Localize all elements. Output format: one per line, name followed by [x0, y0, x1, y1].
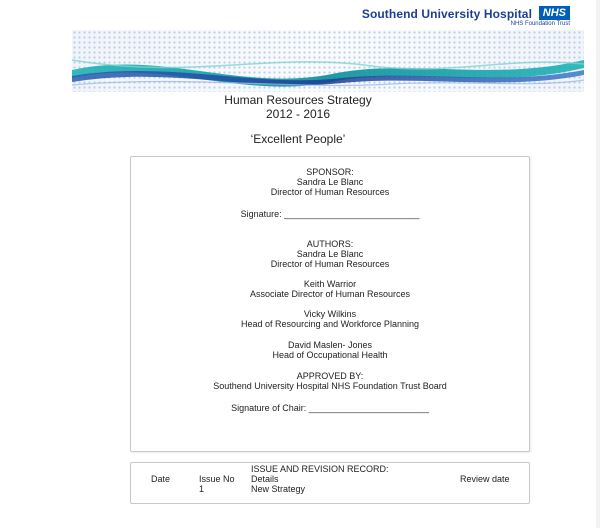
author-role: Head of Resourcing and Workforce Planning	[241, 319, 419, 329]
authors-heading: AUTHORS:	[306, 239, 354, 249]
col-issue-no: Issue No	[199, 474, 235, 484]
org-subtitle: NHS Foundation Trust	[510, 21, 570, 27]
strategy-title: Human Resources Strategy	[224, 93, 372, 107]
sponsor-role: Director of Human Resources	[270, 187, 390, 197]
approved-heading: APPROVED BY:	[296, 371, 364, 381]
strategy-subtitle: ‘Excellent People’	[250, 132, 346, 146]
author-role: Associate Director of Human Resources	[249, 289, 411, 299]
approved-by: Southend University Hospital NHS Foundation Trust Board	[213, 381, 447, 391]
col-date: Date	[151, 474, 171, 484]
sponsor-signature-line: Signature: ___________________________	[240, 209, 420, 219]
sponsor-heading: SPONSOR:	[306, 167, 354, 177]
row-issue-no: 1	[199, 484, 205, 494]
author-name: Keith Warrior	[303, 279, 357, 289]
col-review-date: Review date	[460, 474, 510, 484]
author-role: Director of Human Resources	[270, 259, 390, 269]
author-name: Vicky Wilkins	[303, 309, 357, 319]
nhs-logo: NHS	[539, 6, 570, 20]
signoff-box	[130, 156, 530, 452]
author-name: Sandra Le Blanc	[296, 249, 364, 259]
col-details: Details	[251, 474, 279, 484]
strategy-years: 2012 - 2016	[265, 107, 331, 121]
revision-heading: ISSUE AND REVISION RECORD:	[251, 464, 389, 474]
revision-record-box	[130, 462, 530, 504]
row-details: New Strategy	[251, 484, 306, 494]
author-name: David Maslen- Jones	[287, 340, 373, 350]
wave-banner	[72, 30, 584, 92]
chair-signature-line: Signature of Chair: ________________________	[231, 403, 429, 413]
org-name: Southend University Hospital	[361, 7, 532, 21]
header	[0, 0, 596, 30]
author-role: Head of Occupational Health	[272, 350, 388, 360]
sponsor-name: Sandra Le Blanc	[296, 177, 364, 187]
